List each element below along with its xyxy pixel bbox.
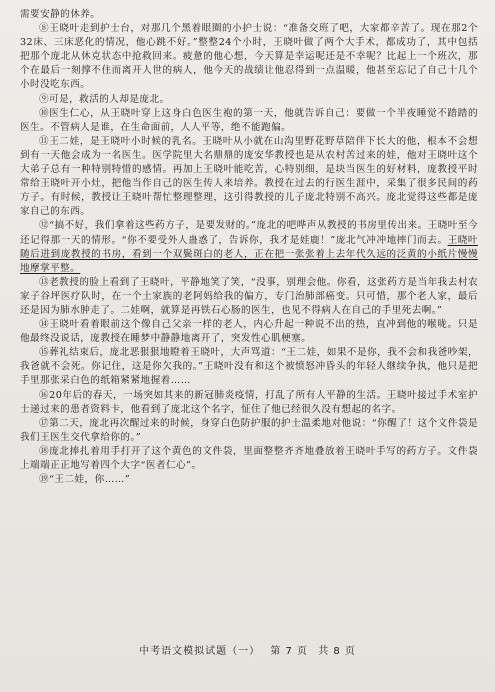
paragraph: [20, 107, 478, 135]
page-footer: [0, 642, 495, 657]
paragraph: [20, 22, 478, 92]
page-total: 共 8 页: [318, 646, 356, 657]
paragraph-text: ⑮葬礼结束后，庞北恶狠狠地瞪着王晓叶，大声骂道：“王二娃，如果不是你，我不会和我爸吵架，我爸就不会死。你记住，这是你欠我的。”王晓叶没有和这个被愤怒冲昏头的年轻人继续争执，他只是把手里那张采白色的纸箱紧紧地握着……: [20, 347, 478, 387]
paragraph: [20, 276, 478, 318]
paragraph: [20, 219, 478, 275]
page-number: 第 7 页: [270, 646, 308, 657]
paragraph-text: ⑰第二天，庞北再次醒过来的时候，身穿白色防护服的护士温柔地对他说：“你醒了！这个文件袋是我们王医生交代拿给你的。”: [20, 417, 478, 443]
paragraph-text: ⑬老教授的脸上看到了王晓叶，平静地笑了笑，“没事，别理会他。你看，这张药方是当年我去村农家子谷坪医疗队时，在一个土家族的老阿妈给我的偏方，专门治肺部癌变。只可惜，那个老人家，最后还是因为肺水肿走了。二娃啊，就算是再铁石心肠的医生，也见不得病人在自己的手里死去啊。”: [20, 276, 478, 316]
paragraph-text: ⑱庞北捧扎着用手打开了这个黄色的文件袋，里面整整齐齐地叠放着王晓叶手写的药方子。文件袋上端端正正地写着四个大字“医者仁心”。: [20, 445, 478, 471]
paragraph: [20, 135, 478, 220]
paragraph: [20, 445, 478, 473]
exam-title: 中考语文模拟试题（一）: [139, 646, 261, 657]
paragraph: [20, 389, 478, 417]
paragraph-text: ⑨可是，救活的人却是庞北。: [39, 93, 170, 105]
paragraph-text: ⑪王二娃，是王晓叶小时候的乳名。王晓叶从小就在山沟里野花野草陪伴下长大的他，根本不会想到有一天他会成为一名医生。医学院里大名鼎鼎的庞安华教授也是从农村苦过来的娃，他对王晓叶这个大弟子总有一种特别特惜的感情。再加上王晓叶能吃苦，心特别细，是块当医生的好材料，庞教授平时常给王晓叶开小灶，把他当作自己的医生传人来培养。教授在过去的行医生涯中，采集了很多民间的药方子。有时候，教授让王晓叶帮忙整理整理，这引得教授的儿子庞北特别不高兴。庞北觉得这些都是庞家自己的东西。: [20, 135, 478, 218]
paragraph-text: ⑫“搞不好，我们拿着这些药方子，是要发财的。”庞北的吧哗声从教授的书房里传出来。王晓叶至今还记得那一天的情形。“你不要受外人蛊惑了，告诉你，我才是娃鹿！”庞北气冲冲地摔门而去。: [20, 220, 478, 246]
paragraph-text: 需要安静的休养。: [20, 9, 101, 20]
article-body: [20, 8, 478, 487]
paragraph: [20, 473, 478, 487]
paragraph-text: ⑲“王二娃，你……”: [39, 474, 131, 486]
paragraph: [20, 8, 478, 22]
paragraph: [20, 346, 478, 388]
paragraph: [20, 93, 478, 107]
underlined-sentence: 王晓叶随后进到庞教授的书房，看到一个双鬓斑白的老人，正在把一张张着上去年代久远的泛黄的小纸片慢慢地摩掌平整。: [20, 234, 478, 274]
paragraph-text: ⑭王晓叶看着眼前这个像自己父亲一样的老人，内心升起一种说不出的热，直冲到他的喉咙。只是他最终没说话，庞教授在睡梦中静静地离开了，突发性心肌梗塞。: [20, 319, 478, 345]
paragraph: [20, 318, 478, 346]
paragraph-text: ⑩医生仁心，从王晓叶穿上这身白色医生袍的第一天，他就告诉自己：要做一个半夜睡觉不踏踏的医生。不管病人是谁，在生命面前，人人平等，绝不能跑偏。: [20, 107, 478, 133]
paragraph: [20, 417, 478, 445]
paragraph-text: ⑧王晓叶走到护士台，对那几个黑着眼圈的小护士说：“准备交班了吧，大家都辛苦了。现在那2个32床、三床恶化的情况，他心跳不好。”整整24个小时，王晓叶做了两个大手术，都成功了，其中包括把那个庞北从休克状态中抢救回来。疲惫的他心想，今天算是幸运呢还是不幸呢？比起上一个班次，那个在最后一刻撑不住而离开人世的病人，他今天的战绩让他忍得到一点温暖，他甚至忘记了自己十几个小时没吃东西。: [20, 23, 478, 91]
paragraph-text: ⑯20年后的春天，一场突如其来的新冠肺炎疫情，打乱了所有人平静的生活。王晓叶接过手术室护士递过来的患者资料卡，他看到了庞北这个名字，怔住了他已经很久没有想起的名字。: [20, 389, 478, 415]
